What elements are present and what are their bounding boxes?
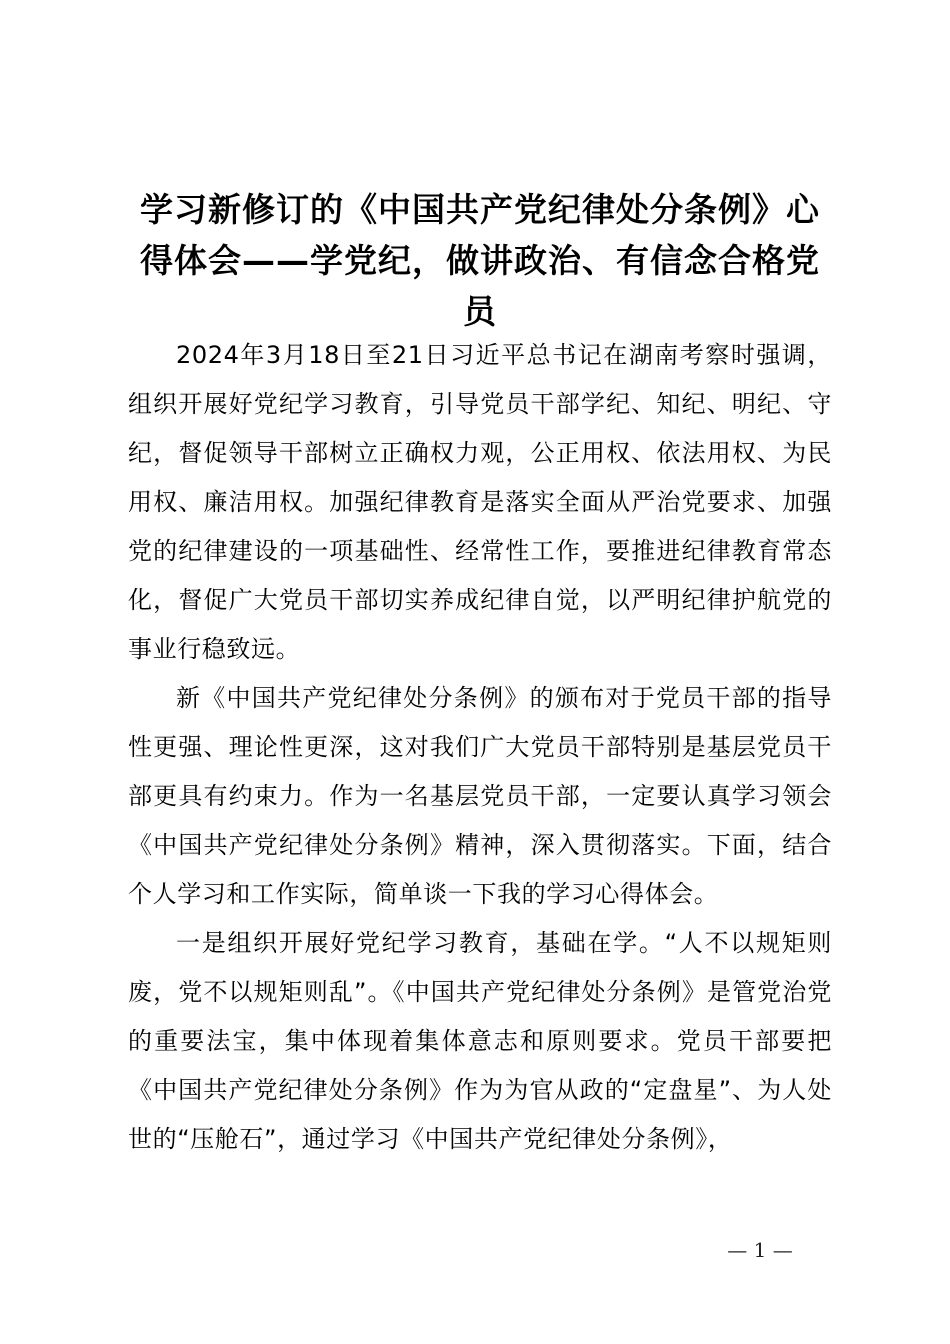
- paragraph-1: 2024年3月18日至21日习近平总书记在湖南考察时强调，组织开展好党纪学习教育，引导党员干部学纪、知纪、明纪、守纪，督促领导干部树立正确权力观，公正用权、依法用权、为民用权、廉洁用权。加强纪律教育是落实全面从严治党要求、加强党的纪律建设的一项基础性、经常性工作，要推进纪律教育常态化，督促广大党员干部切实养成纪律自觉，以严明纪律护航党的事业行稳致远。: [128, 341, 832, 663]
- document-title: 学习新修订的《中国共产党纪律处分条例》心得体会——学党纪，做讲政治、有信念合格党员: [140, 190, 820, 331]
- paragraph-2: 新《中国共产党纪律处分条例》的颁布对于党员干部的指导性更强、理论性更深，这对我们广大党员干部特别是基层党员干部更具有约束力。作为一名基层党员干部，一定要认真学习领会《中国共产党纪律处分条例》精神，深入贯彻落实。下面，结合个人学习和工作实际，简单谈一下我的学习心得体会。: [128, 684, 832, 908]
- paragraph-3: 一是组织开展好党纪学习教育，基础在学。“人不以规矩则废，党不以规矩则乱”。《中国共产党纪律处分条例》是管党治党的重要法宝，集中体现着集体意志和原则要求。党员干部要把《中国共产党纪律处分条例》作为为官从政的“定盘星”、为人处世的“压舱石”，通过学习《中国共产党纪律处分条例》，: [128, 929, 832, 1153]
- page-number: — 1 —: [727, 1238, 793, 1262]
- document-body: [128, 331, 832, 1164]
